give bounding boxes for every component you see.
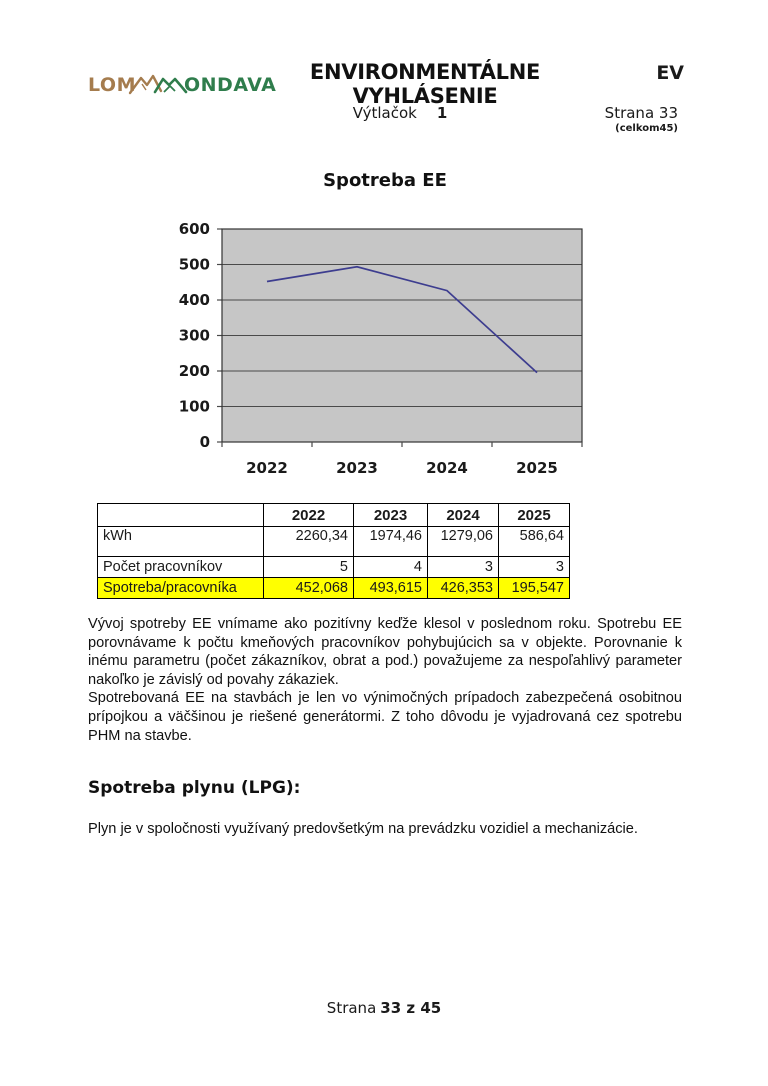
table-header-row: [98, 504, 570, 527]
paragraph-lpg: Plyn je v spoločnosti využívaný predovšetkým na prevádzku vozidiel a mechanizácie.: [88, 821, 638, 837]
header-cell-year: 2023: [354, 504, 428, 527]
header-page-number: Strana 33: [604, 104, 678, 122]
doc-code: EV: [656, 62, 684, 84]
mountain-icon: [128, 70, 190, 98]
consumption-chart-svg: [158, 218, 592, 474]
svg-text:200: 200: [178, 362, 210, 380]
svg-text:2022: 2022: [246, 459, 288, 474]
footer-page-indicator: [0, 999, 768, 1017]
cell-value: 586,64: [499, 527, 570, 557]
table-row-kwh: [98, 527, 570, 557]
cell-value: 426,353: [428, 578, 499, 599]
cell-value: 5: [264, 557, 354, 578]
consumption-table: [97, 503, 570, 599]
row-label: kWh: [98, 527, 264, 557]
row-label: Počet pracovníkov: [98, 557, 264, 578]
row-label: Spotreba/pracovníka: [98, 578, 264, 599]
svg-text:2024: 2024: [426, 459, 468, 474]
svg-text:400: 400: [178, 291, 210, 309]
svg-text:600: 600: [178, 220, 210, 238]
copy-number: 1: [436, 104, 448, 122]
cell-value: 493,615: [354, 578, 428, 599]
table-row-workers: [98, 557, 570, 578]
document-title: ENVIRONMENTÁLNE VYHLÁSENIE: [309, 60, 541, 108]
svg-text:2025: 2025: [516, 459, 558, 474]
cell-value: 452,068: [264, 578, 354, 599]
header-cell-year: 2025: [499, 504, 570, 527]
logo-text-lom: LOM: [88, 74, 136, 96]
cell-value: 3: [499, 557, 570, 578]
copy-label: Výtlačok: [352, 104, 417, 122]
chart-title: Spotreba EE: [323, 170, 447, 191]
cell-value: 3: [428, 557, 499, 578]
paragraph-ee-sites: Spotrebovaná EE na stavbách je len vo výnimočných prípadoch zabezpečená osobitnou prípojkou a väčšinou je riešené generátormi. Z toho dôvodu je vyjadrovaná cez spotrebu PHM na stavbe.: [88, 690, 682, 744]
header-cell-year: 2022: [264, 504, 354, 527]
lpg-section-heading: Spotreba plynu (LPG):: [88, 778, 301, 798]
header-cell-empty: [98, 504, 264, 527]
footer-page-value: 33 z 45: [380, 999, 442, 1017]
svg-text:0: 0: [199, 433, 210, 451]
svg-text:100: 100: [178, 397, 210, 416]
table-row-per-worker: [98, 578, 570, 599]
cell-value: 4: [354, 557, 428, 578]
svg-text:2023: 2023: [336, 459, 378, 474]
header-page-total: (celkom45): [615, 123, 678, 134]
svg-text:500: 500: [178, 255, 210, 274]
header-cell-year: 2024: [428, 504, 499, 527]
svg-text:300: 300: [178, 326, 210, 345]
footer-page-label: Strana: [326, 999, 377, 1017]
cell-value: 195,547: [499, 578, 570, 599]
paragraph-ee-trend: Vývoj spotreby EE vnímame ako pozitívny keďže klesol v poslednom roku. Spotrebu EE porovnávame k počtu kmeňových pracovníkov pohybujúcich sa v objekte. Porovnanie k inému parametru (počet zákazníkov, obrat a pod.) považujeme za nespoľahlivý parameter nakoľko je závislý od povahy zákaziek.: [88, 616, 682, 688]
cell-value: 1279,06: [428, 527, 499, 557]
logo-text-ondava: ONDAVA: [184, 74, 277, 96]
body-paragraphs: [88, 615, 682, 745]
cell-value: 1974,46: [354, 527, 428, 557]
cell-value: 2260,34: [264, 527, 354, 557]
consumption-chart: [158, 218, 592, 479]
